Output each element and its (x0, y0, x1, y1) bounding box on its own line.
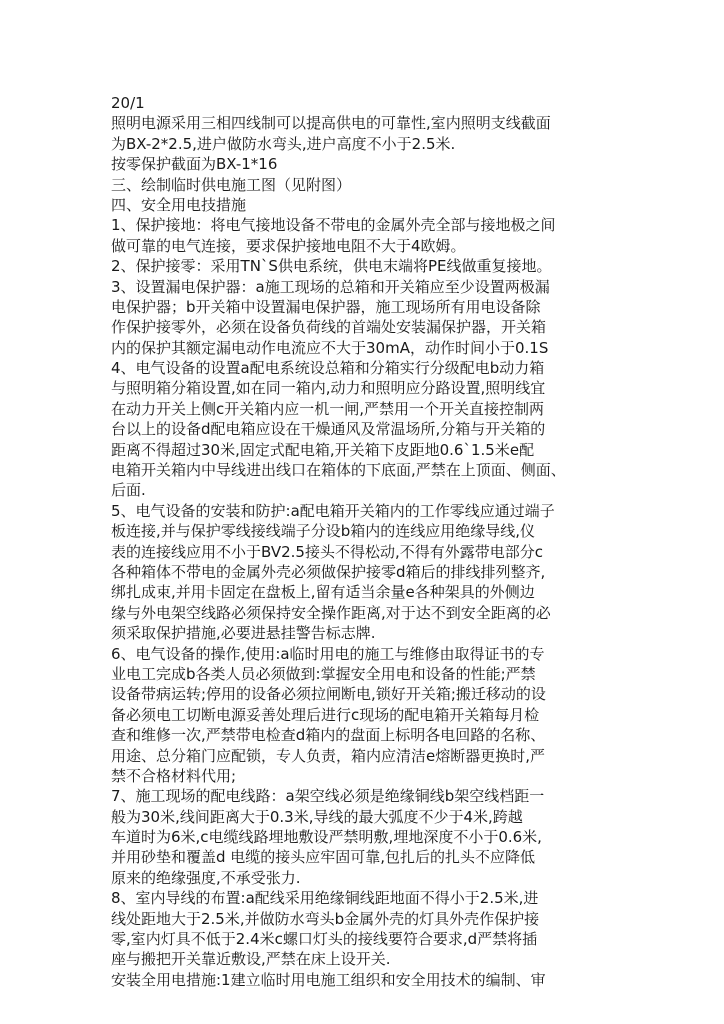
text-line: 业电工完成b各类人员必须做到:掌握安全用电和设备的性能;严禁 (111, 664, 536, 683)
text-line: 为BX-2*2.5,进户做防水弯头,进户高度不小于2.5米. (111, 134, 456, 153)
text-line: 并用砂垫和覆盖d 电缆的接头应牢固可靠,包扎后的扎头不应降低 (111, 848, 536, 867)
text-line: 般为30米,线间距离大于0.3米,导线的最大弧度不少于4米,跨越 (111, 807, 523, 826)
text-line: 后面. (111, 481, 146, 500)
text-line: 须采取保护措施,必要进悬挂警告标志牌. (111, 624, 376, 643)
text-line: 台以上的设备d配电箱应设在干燥通风及常温场所,分箱与开关箱的 (111, 420, 546, 439)
page-number: 20/1 (111, 94, 145, 112)
text-line: 电保护器；b开关箱中设置漏电保护器，施工现场所有用电设备除 (111, 297, 541, 316)
text-line: 表的连接线应用不小于BV2.5接头不得松动,不得有外露带电部分c (111, 542, 543, 561)
text-line: 在动力开关上侧c开关箱内应一机一闸,严禁用一个开关直接控制两 (111, 399, 545, 418)
document-body (111, 93, 621, 990)
text-line: 2、保护接零：采用TN`S供电系统，供电末端将PE线做重复接地。 (111, 257, 552, 276)
text-line: 7、施工现场的配电线路：a架空线必须是绝缘铜线b架空线档距一 (111, 787, 545, 806)
text-line: 原来的绝缘强度,不承受张力. (111, 868, 301, 887)
text-line: 内的保护其额定漏电动作电流应不大于30mA，动作时间小于0.1S (111, 338, 549, 357)
text-line: 6、电气设备的操作,使用:a临时用电的施工与维修由取得证书的专 (111, 644, 545, 663)
text-line: 查和维修一次,严禁带电检查d箱内的盘面上标明各电回路的名称、 (111, 726, 546, 745)
text-line: 零,室内灯具不低于2.4米c螺口灯头的接线要符合要求,d严禁将插 (111, 930, 538, 949)
text-line: 1、保护接地：将电气接地设备不带电的金属外壳全部与接地极之间 (111, 216, 556, 235)
text-line: 线处距地大于2.5米,并做防水弯头b金属外壳的灯具外壳作保护接 (111, 909, 540, 928)
text-line: 3、设置漏电保护器：a施工现场的总箱和开关箱应至少设置两极漏 (111, 277, 550, 296)
text-line: 座与搬把开关靠近敷设,严禁在床上设开关. (111, 950, 391, 969)
text-line: 5、电气设备的安装和防护:a配电箱开关箱内的工作零线应通过端子 (111, 501, 555, 520)
text-line: 各种箱体不带电的金属外壳必须做保护接零d箱后的排线排列整齐, (111, 562, 546, 581)
text-line: 距离不得超过30米,固定式配电箱,开关箱下皮距地0.6`1.5米e配 (111, 440, 535, 459)
text-line: 禁不合格材料代用; (111, 766, 237, 785)
text-line: 板连接,并与保护零线接线端子分设b箱内的连线应用绝缘导线,仪 (111, 522, 536, 541)
text-line: 备必须电工切断电源妥善处理后进行c现场的配电箱开关箱每月检 (111, 705, 540, 724)
text-line: 作保护接零外，必须在设备负荷线的首端处安装漏保护器，开关箱 (111, 318, 547, 337)
section-heading: 四、安全用电技措施 (111, 195, 247, 214)
text-line: 4、电气设备的设置a配电系统设总箱和分箱实行分级配电b动力箱 (111, 359, 545, 378)
text-line: 绑扎成束,并用卡固定在盘板上,留有适当余量e各种架具的外侧边 (111, 583, 535, 602)
text-line: 做可靠的电气连接，要求保护接地电阻不大于4欧姆。 (111, 236, 466, 255)
text-line: 安装全用电措施:1建立临时用电施工组织和安全用技术的编制、审 (111, 970, 546, 989)
text-line: 电箱开关箱内中导线进出线口在箱体的下底面,严禁在上顶面、侧面、 (111, 461, 566, 480)
text-line: 缘与外电架空线路必须保持安全操作距离,对于达不到安全距离的必 (111, 603, 551, 622)
text-line: 车道时为6米,c电缆线路埋地敷设严禁明敷,埋地深度不小于0.6米, (111, 828, 542, 847)
text-line: 用途、总分箱门应配锁，专人负责，箱内应清洁e熔断器更换时,严 (111, 746, 545, 765)
text-line: 照明电源采用三相四线制可以提高供电的可靠性,室内照明支线截面 (111, 114, 551, 133)
text-line: 按零保护截面为BX-1*16 (111, 155, 278, 174)
text-line: 设备带病运转;停用的设备必须拉闸断电,锁好开关箱;搬迁移动的设 (111, 685, 546, 704)
section-heading: 三、绘制临时供电施工图（见附图） (111, 175, 352, 194)
text-line: 8、室内导线的布置:a配线采用绝缘铜线距地面不得小于2.5米,进 (111, 889, 539, 908)
text-line: 与照明箱分箱设置,如在同一箱内,动力和照明应分路设置,照明线宜 (111, 379, 546, 398)
